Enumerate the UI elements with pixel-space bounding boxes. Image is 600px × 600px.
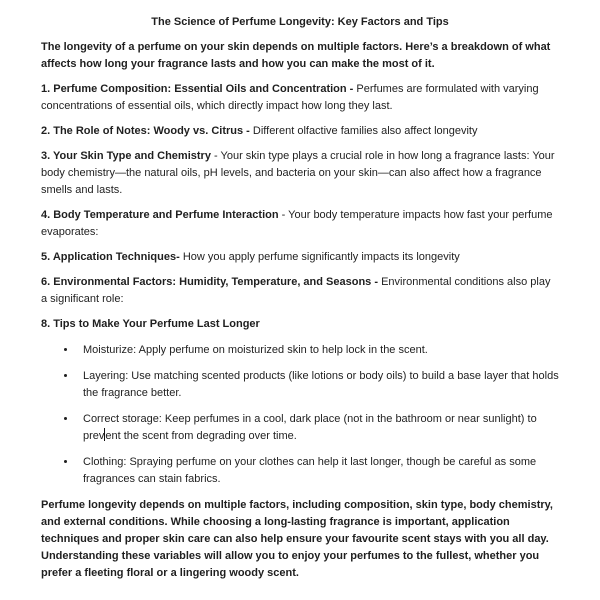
section-6-heading: 6. Environmental Factors: Humidity, Temperature, and Seasons - — [41, 276, 379, 288]
section-5-body: How you apply perfume significantly impacts its longevity — [182, 251, 460, 263]
tip-item-clothing[interactable]: • Clothing: Spraying perfume on your clothes can help it last longer, though be careful as some fragrances can stain fabrics. — [77, 454, 559, 488]
intro-paragraph[interactable]: The longevity of a perfume on your skin depends on multiple factors. Here’s a breakdown of what affects how long your fragrance lasts and how you can make the most of it. — [41, 41, 551, 70]
section-paragraph-4[interactable] — [41, 207, 559, 241]
section-4-body: - Your body temperature impacts how fast your perfume evaporates: — [41, 209, 553, 238]
conclusion-paragraph[interactable]: Perfume longevity depends on multiple factors, including composition, skin type, body chemistry, and external conditions. While choosing a long-lasting fragrance is important, application techniques and proper skin care can also help ensure your favourite scent stays with you all day. Understanding these variables will allow you to enjoy your perfumes to the fullest, whether you prefer a fleeting floral or a lingering woody scent. — [41, 499, 553, 579]
tips-section-heading[interactable]: 8. Tips to Make Your Perfume Last Longer — [41, 318, 260, 330]
section-paragraph-2[interactable] — [41, 123, 559, 140]
tips-list — [41, 342, 559, 488]
section-4-heading: 4. Body Temperature and Perfume Interaction — [41, 209, 279, 221]
section-5-heading: 5. Application Techniques- — [41, 251, 180, 263]
section-paragraph-6[interactable] — [41, 274, 559, 308]
section-paragraph-1[interactable] — [41, 81, 559, 115]
tip-item-correct-storage[interactable] — [77, 411, 559, 445]
text-cursor — [104, 428, 105, 441]
section-paragraph-3[interactable] — [41, 148, 559, 199]
section-6-body: Environmental conditions also play a significant role: — [41, 276, 551, 305]
section-1-heading: 1. Perfume Composition: Essential Oils and Concentration - — [41, 83, 354, 95]
section-paragraph-5[interactable] — [41, 249, 559, 266]
section-3-body: - Your skin type plays a crucial role in how long a fragrance lasts: Your body chemistry—the natural oils, pH levels, and bacteria on your skin—can also affect how a fragrance smells and lasts. — [41, 150, 555, 196]
section-3-heading: 3. Your Skin Type and Chemistry — [41, 150, 211, 162]
document-title[interactable]: The Science of Perfume Longevity: Key Factors and Tips — [151, 16, 449, 28]
section-2-heading: 2. The Role of Notes: Woody vs. Citrus - — [41, 125, 250, 137]
tip-storage-text-before-cursor: Correct storage: Keep perfumes in a cool, dark place (not in the bathroom or near sunlight) to prev — [83, 413, 537, 442]
tip-item-moisturize[interactable]: • Moisturize: Apply perfume on moisturized skin to help lock in the scent. — [77, 342, 559, 359]
section-1-body: Perfumes are formulated with varying concentrations of essential oils, which directly impact how long they last. — [41, 83, 539, 112]
section-2-body: Different olfactive families also affect longevity — [252, 125, 478, 137]
tip-storage-text-after-cursor: ent the scent from degrading over time. — [105, 430, 297, 442]
tip-item-layering[interactable]: • Layering: Use matching scented products (like lotions or body oils) to build a base layer that holds the fragrance better. — [77, 368, 559, 402]
